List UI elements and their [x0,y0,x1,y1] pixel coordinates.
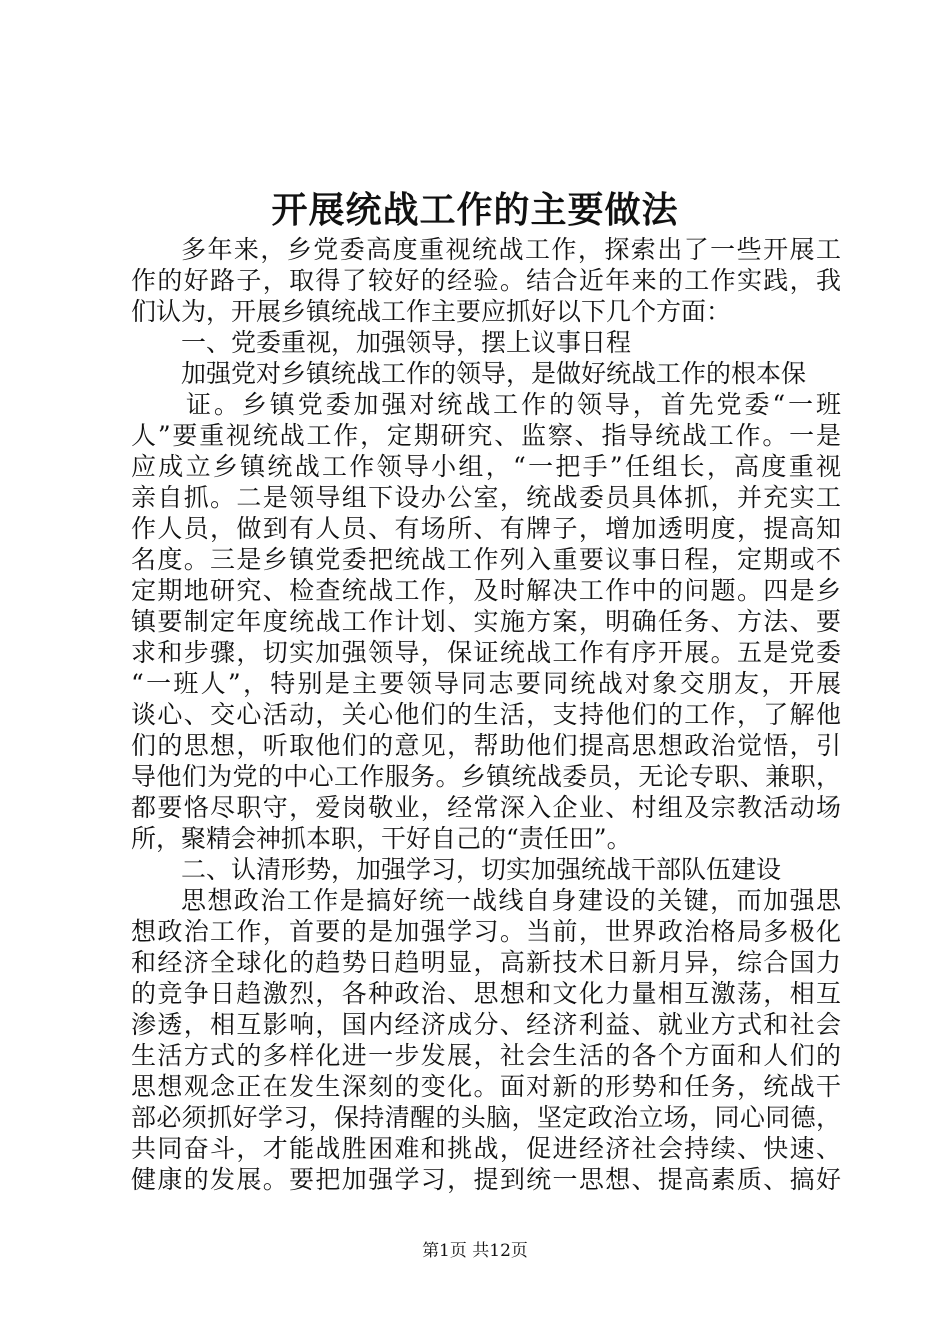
text-line: 谈心、交心活动，关心他们的生活，支持他们的工作，了解他 [131,700,841,729]
text-line: 名度。三是乡镇党委把统战工作列入重要议事日程，定期或不 [131,545,841,574]
text-line: 作人员，做到有人员、有场所、有牌子，增加透明度，提高知 [131,514,841,543]
text-line: 镇要制定年度统战工作计划、实施方案，明确任务、方法、要 [131,607,841,636]
text-line: 求和步骤，切实加强领导，保证统战工作有序开展。五是党委 [131,638,841,667]
text-line: “一班人”，特别是主要领导同志要同统战对象交朋友，开展 [131,669,841,698]
document-body [131,234,841,1195]
text-line: 定期地研究、检查统战工作，及时解决工作中的问题。四是乡 [131,576,841,605]
text-line: 们的思想，听取他们的意见，帮助他们提高思想政治觉悟，引 [131,731,841,760]
text-line: 共同奋斗，才能战胜困难和挑战，促进经济社会持续、快速、 [131,1134,841,1163]
page-number: 第1页 共12页 [422,1241,528,1261]
section-heading: 二、认清形势，加强学习，切实加强统战干部队伍建设 [181,855,782,884]
text-line: 部必须抓好学习，保持清醒的头脑，坚定政治立场，同心同德， [131,1103,841,1132]
text-line: 亲自抓。二是领导组下设办公室，统战委员具体抓，并充实工 [131,483,841,512]
text-line: 导他们为党的中心工作服务。乡镇统战委员，无论专职、兼职， [131,762,841,791]
text-line: 加强党对乡镇统战工作的领导，是做好统战工作的根本保 [181,359,807,388]
text-line: 作的好路子，取得了较好的经验。结合近年来的工作实践，我 [131,266,841,295]
text-line: 健康的发展。要把加强学习，提到统一思想、提高素质、搞好 [131,1165,841,1194]
text-line: 都要恪尽职守，爱岗敬业，经常深入企业、村组及宗教活动场 [131,793,841,822]
text-line: 所，聚精会神抓本职，干好自己的“责任田”。 [131,824,632,853]
text-line: 和经济全球化的趋势日趋明显，高新技术日新月异，综合国力 [131,948,841,977]
section-heading: 一、党委重视，加强领导，摆上议事日程 [181,328,632,357]
text-line: 想政治工作，首要的是加强学习。当前，世界政治格局多极化 [131,917,841,946]
text-line: 多年来，乡党委高度重视统战工作，探索出了一些开展工 [181,235,841,264]
text-line: 渗透，相互影响，国内经济成分、经济利益、就业方式和社会 [131,1010,841,1039]
text-line: 生活方式的多样化进一步发展，社会生活的各个方面和人们的 [131,1041,841,1070]
text-line: 人”要重视统战工作，定期研究、监察、指导统战工作。一是 [131,421,841,450]
text-line: 思想观念正在发生深刻的变化。面对新的形势和任务，统战干 [131,1072,841,1101]
text-line: 们认为，开展乡镇统战工作主要应抓好以下几个方面： [131,297,732,326]
text-line: 的竞争日趋激烈，各种政治、思想和文化力量相互激荡，相互 [131,979,841,1008]
document-title: 开展统战工作的主要做法 [271,189,679,231]
text-line: 思想政治工作是搞好统一战线自身建设的关键，而加强思 [181,886,841,915]
text-line: 证。乡镇党委加强对统战工作的领导，首先党委“一班 [186,390,841,419]
text-line: 应成立乡镇统战工作领导小组，“一把手”任组长，高度重视 [131,452,841,481]
